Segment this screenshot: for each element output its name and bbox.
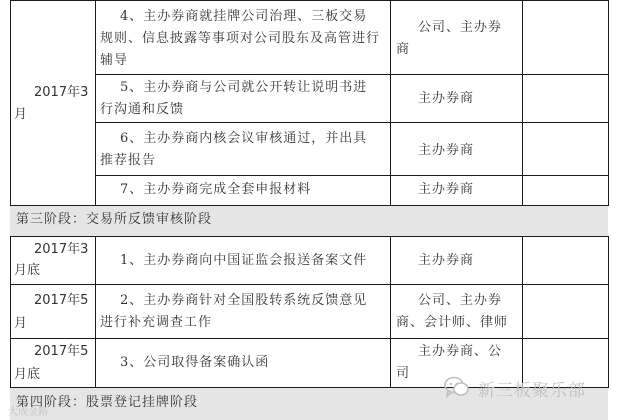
task-cell-line: 2、主办券商针对全国股转系统反馈意见 xyxy=(120,293,368,308)
party-cell-line: 公司、主办券 xyxy=(418,20,503,35)
party-cell-line: 商、会计师、律师 xyxy=(396,315,509,330)
time-cell-line: 月 xyxy=(14,316,28,331)
time-cell-line: 2017年5 xyxy=(34,344,89,359)
party-cell-line: 商 xyxy=(396,42,411,57)
grid-line xyxy=(10,284,608,285)
grid-line xyxy=(95,175,608,176)
task-cell-line: 行沟通和反馈 xyxy=(100,102,185,117)
party-cell-line: 主办券商 xyxy=(418,253,475,268)
task-cell-line: 6、主办券商内核会议审核通过，并出具 xyxy=(120,131,368,146)
grid-line xyxy=(10,236,608,237)
grid-line xyxy=(608,0,609,206)
grid-line xyxy=(10,338,608,339)
grid-line xyxy=(10,205,608,206)
grid-line xyxy=(522,0,523,206)
task-cell-line: 规则、信息披露等事项对公司股东及高管进行 xyxy=(100,31,381,46)
task-cell-line: 1、主办券商向中国证监会报送备案文件 xyxy=(120,253,368,268)
time-cell-line: 月底 xyxy=(14,263,41,278)
task-cell-line: 推荐报告 xyxy=(100,153,157,168)
grid-line xyxy=(95,74,608,75)
task-cell-line: 5、主办券商与公司就公开转让说明书进 xyxy=(120,80,368,95)
time-cell-line: 月 xyxy=(14,107,28,122)
time-cell-line: 月底 xyxy=(14,367,41,382)
party-cell-line: 主办券商 xyxy=(418,91,475,106)
task-cell-line: 进行补充调查工作 xyxy=(100,315,213,330)
time-cell-line: 2017年5 xyxy=(34,293,89,308)
task-cell-line: 7、主办券商完成全套申报材料 xyxy=(120,182,312,197)
stage-heading: 第四阶段：股票登记挂牌阶段 xyxy=(16,395,199,410)
party-cell-line: 主办券商 xyxy=(418,143,475,158)
grid-line xyxy=(390,0,391,206)
grid-line xyxy=(95,236,96,388)
task-cell-line: 3、公司取得备案确认函 xyxy=(120,355,270,370)
watermark-brand-text: 新三板聚乐部 xyxy=(478,381,586,401)
corner-watermark-text: 大成金路 xyxy=(8,407,48,418)
time-cell-line: 2017年3 xyxy=(34,85,89,100)
party-cell-line: 主办券商、公 xyxy=(418,344,503,359)
stage-heading: 第三阶段：交易所反馈审核阶段 xyxy=(16,212,213,227)
grid-line xyxy=(10,0,608,1)
task-cell-line: 辅导 xyxy=(100,53,129,68)
time-cell-line: 2017年3 xyxy=(34,242,89,257)
party-cell-line: 主办券商 xyxy=(418,182,475,197)
grid-line xyxy=(608,236,609,388)
grid-line xyxy=(10,236,11,388)
grid-line xyxy=(95,0,96,206)
wechat-logo-icon xyxy=(444,375,470,399)
task-cell-line: 4、主办券商就挂牌公司治理、三板交易 xyxy=(120,9,368,24)
wechat-watermark xyxy=(444,371,604,407)
grid-line xyxy=(95,122,608,123)
party-cell-line: 公司、主办券 xyxy=(418,293,503,308)
grid-line xyxy=(10,0,11,206)
grid-line xyxy=(390,236,391,388)
party-cell-line: 司 xyxy=(396,366,411,381)
grid-line xyxy=(522,236,523,388)
